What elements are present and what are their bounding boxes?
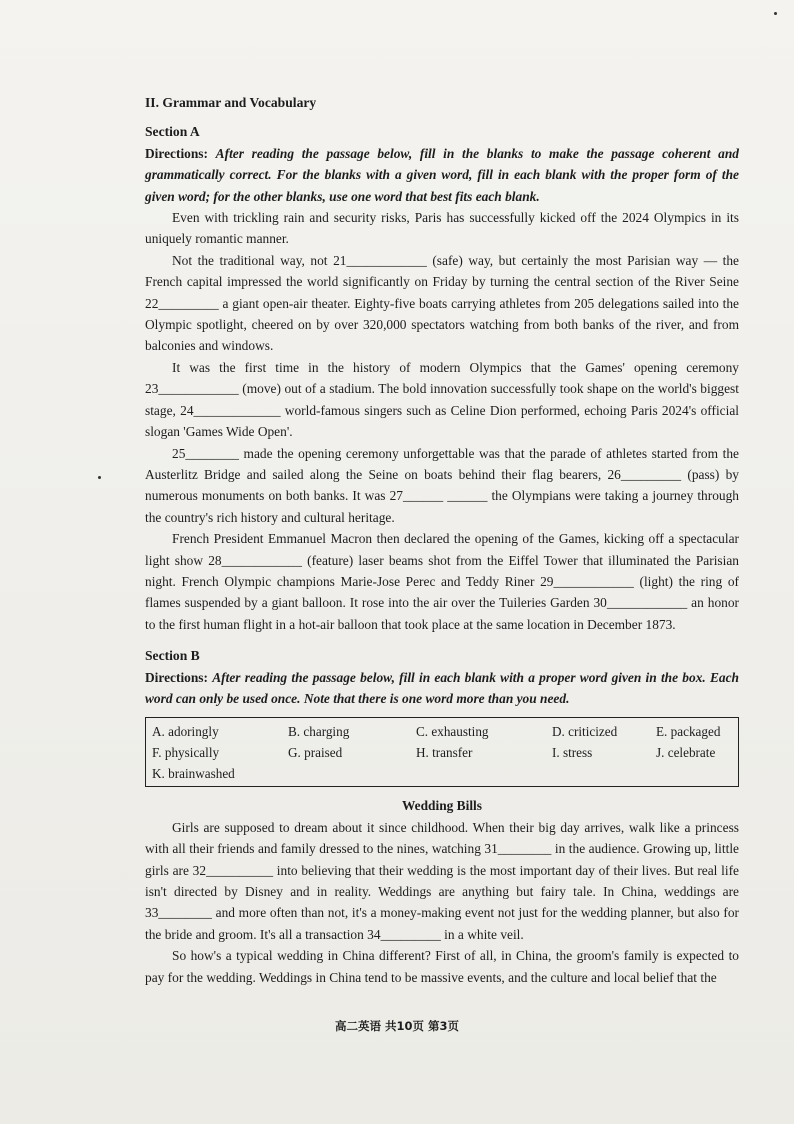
section-b-title: Section B xyxy=(145,648,200,664)
section-a-directions xyxy=(145,143,739,207)
word-option: E. packaged xyxy=(656,724,721,740)
scan-speck xyxy=(98,476,101,479)
directions-text: After reading the passage below, fill in each blank with a proper word given in the box. Each word can only be used once. Note that there is one word more than you need. xyxy=(145,669,739,706)
word-option: J. celebrate xyxy=(656,745,716,761)
word-option: C. exhausting xyxy=(416,724,489,740)
word-option: I. stress xyxy=(552,745,593,761)
passage-a-paragraph: It was the first time in the history of modern Olympics that the Games' opening ceremony 23____________ (move) out of a stadium. The bold innovation successfully took shape on the world's biggest stage, 24_____________ world-famous singers such as Celine Dion performed, echoing Paris 2024's official slogan 'Games Wide Open'. xyxy=(145,359,739,440)
passage-b-paragraph: So how's a typical wedding in China different? First of all, in China, the groom's family is expected to pay for the wedding. Weddings in China tend to be massive events, and the culture and local belief that the xyxy=(145,948,739,985)
passage-a-paragraph: Even with trickling rain and security risks, Paris has successfully kicked off the 2024 Olympics in its uniquely romantic manner. xyxy=(145,210,739,247)
word-option: F. physically xyxy=(152,745,220,761)
section-a-title: Section A xyxy=(145,124,200,140)
word-option: B. charging xyxy=(288,724,350,740)
passage-b-paragraph: Girls are supposed to dream about it since childhood. When their big day arrives, walk like a princess with all their friends and family dressed to the nines, watching 31________ in the audience. Growing up, little girls are 32__________ into believing that their wedding is the most important day of their lives. But real life isn't directed by Disney and in reality. Weddings are anything but fairy tale. In China, weddings are 33________ and more often than not, it's a money-making event not just for the wedding planner, but also for the bride and groom. It's all a transaction 34_________ in a white veil. xyxy=(145,819,739,942)
word-option: G. praised xyxy=(288,745,343,761)
word-option: K. brainwashed xyxy=(152,766,235,782)
section-b-directions xyxy=(145,667,739,710)
directions-text: After reading the passage below, fill in the blanks to make the passage coherent and grammatically correct. For the blanks with a given word, fill in each blank with the proper form of the given word; for the other blanks, use one word that best fits each blank. xyxy=(145,145,739,204)
passage-a-paragraph: French President Emmanuel Macron then declared the opening of the Games, kicking off a spectacular light show 28____________ (feature) laser beams shot from the Eiffel Tower that illuminated the Parisian night. French Olympic champions Marie-Jose Perec and Teddy Riner 29____________ (light) the ring of flames suspended by a giant balloon. It rose into the air over the Tuileries Garden 30____________ an honor to the first human flight in a hot-air balloon that took place at the same location in December 1873. xyxy=(145,531,739,632)
directions-label: Directions: xyxy=(145,669,208,685)
word-option: A. adoringly xyxy=(152,724,219,740)
word-option: D. criticized xyxy=(552,724,618,740)
passage-a-paragraph: Not the traditional way, not 21____________ (safe) way, but certainly the most Parisian way — the French capital impressed the world significantly on Friday by turning the central section of the River Seine 22_________ a giant open-air theater. Eighty-five boats carrying athletes from 205 delegations sailed into the Olympic spotlight, cheered on by over 320,000 spectators watching from both banks of the river, and from balconies and windows. xyxy=(145,252,739,354)
scan-speck xyxy=(774,12,777,15)
section-heading: II. Grammar and Vocabulary xyxy=(145,95,317,110)
passage-a-paragraph: 25________ made the opening ceremony unforgettable was that the parade of athletes started from the Austerlitz Bridge and sailed along the Seine on boats behind their flag bearers, 26_________ (pass) by numerous monuments on both banks. It was 27______ ______ the Olympians were taking a journey through the country's rich history and cultural heritage. xyxy=(145,445,739,525)
page-footer: 高二英语 共10页 第3页 xyxy=(334,1019,459,1033)
word-box xyxy=(145,717,739,787)
exam-content xyxy=(145,92,739,988)
word-option: H. transfer xyxy=(416,745,473,761)
directions-label: Directions: xyxy=(145,145,208,161)
passage-b-title: Wedding Bills xyxy=(401,798,482,814)
